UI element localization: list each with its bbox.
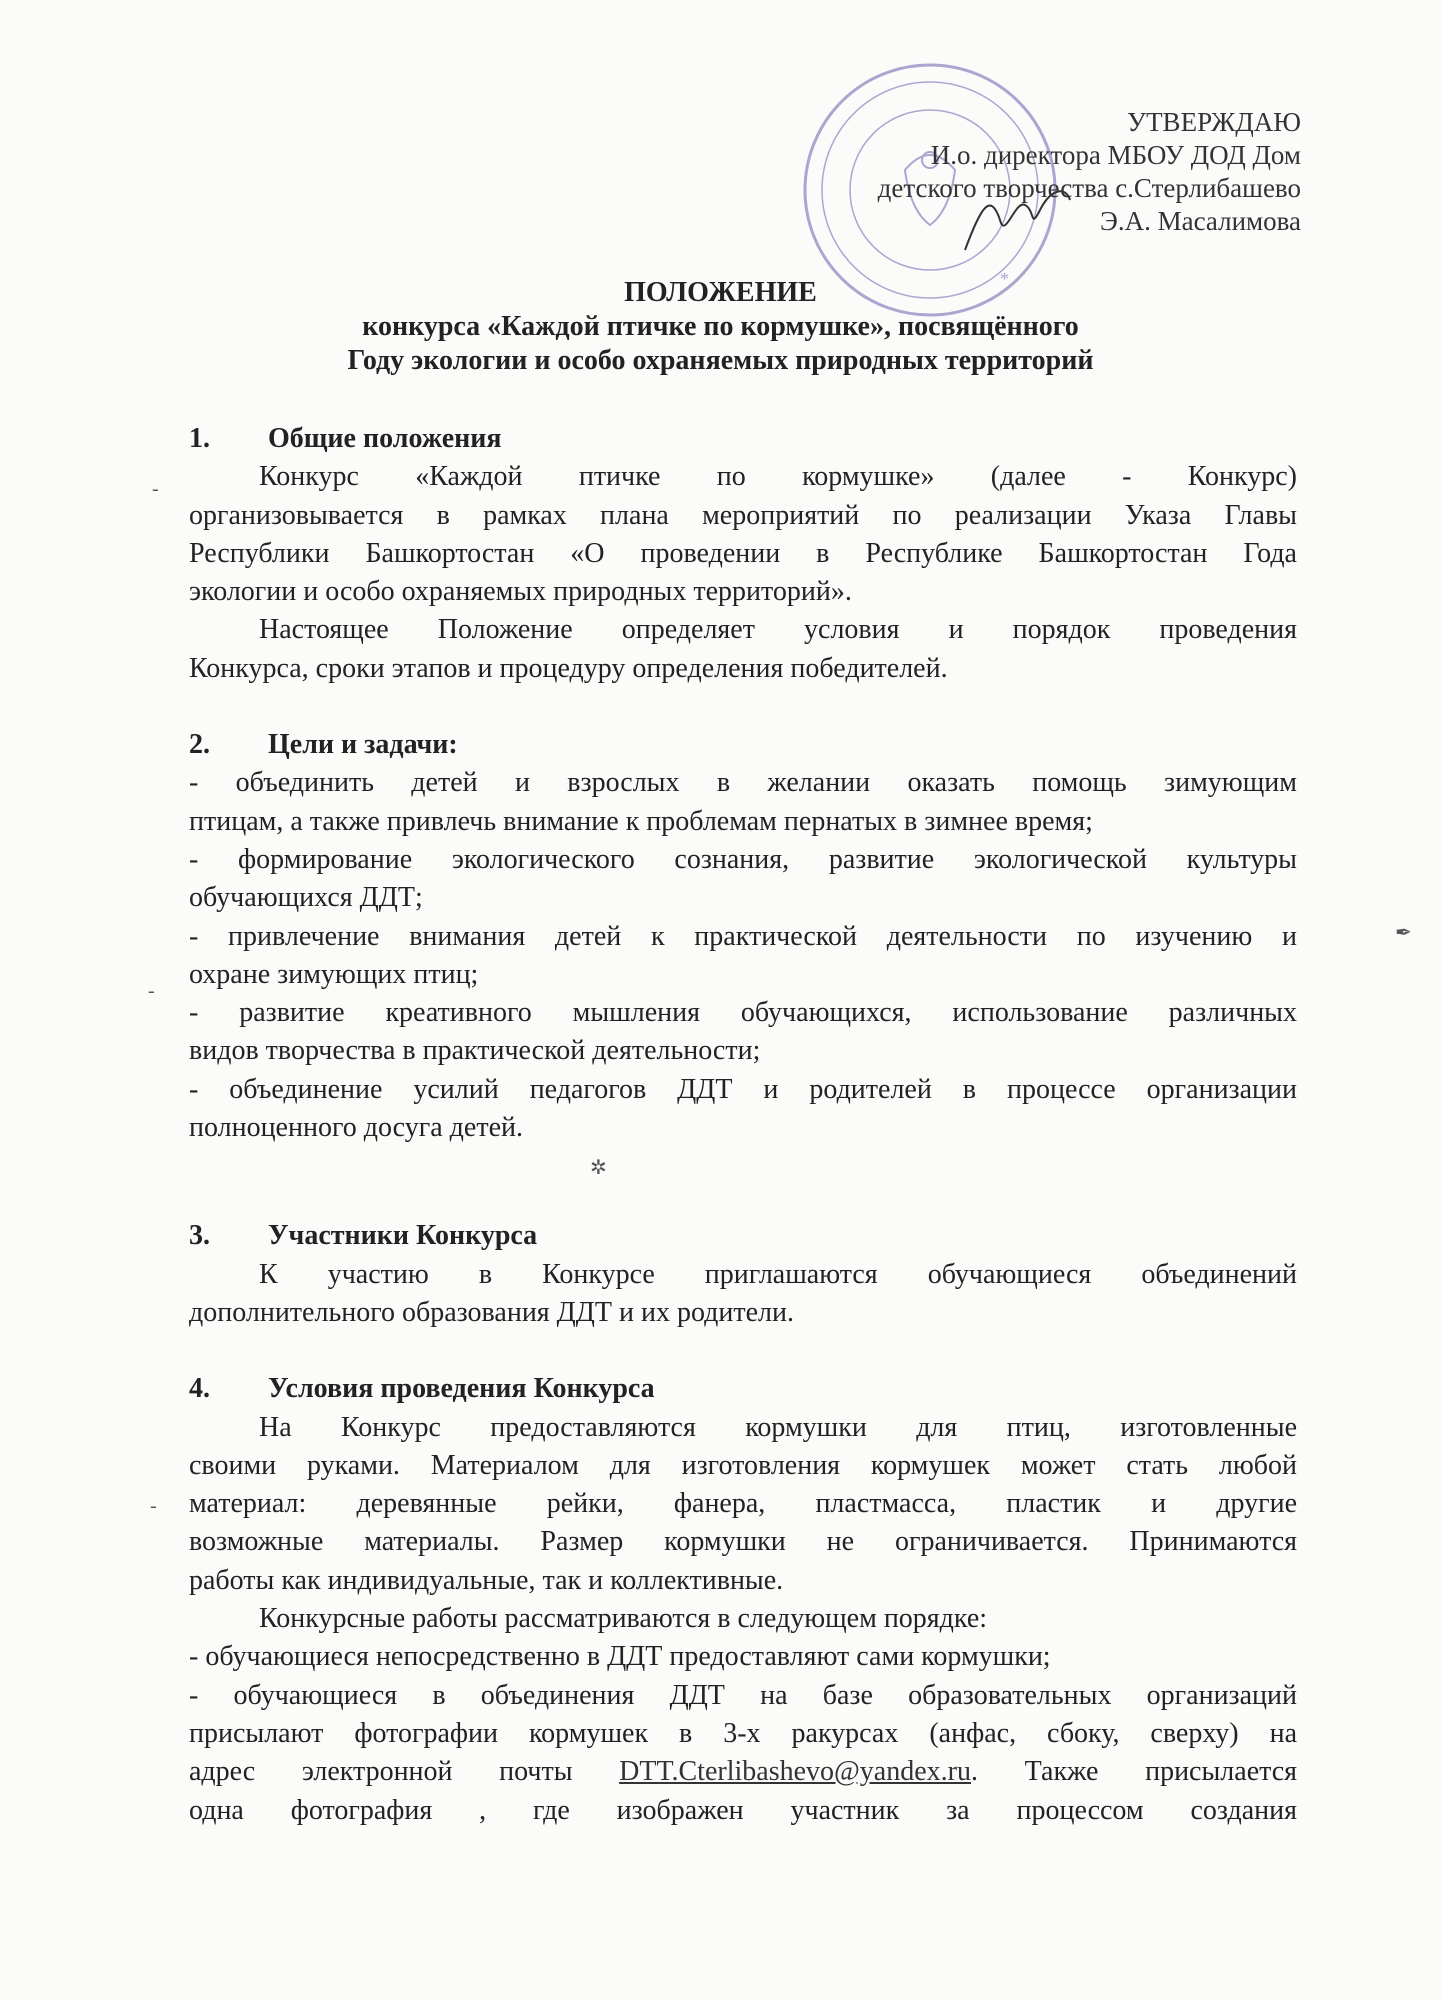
title-line: Году экологии и особо охраняемых природных территорий: [347, 345, 1094, 376]
text-line: - объединение усилий педагогов ДДТ и родителей в процессе организации: [189, 1073, 1297, 1105]
title-line: конкурса «Каждой птичке по кормушке», посвящённого: [362, 311, 1079, 342]
scan-mark: -: [148, 980, 155, 1002]
text-line-email: [189, 1753, 1297, 1791]
document-body: [189, 420, 1297, 1830]
text-line: дополнительного образования ДДТ и их родители.: [189, 1296, 794, 1328]
section-number: 4.: [189, 1373, 210, 1405]
approval-block: [878, 106, 1301, 238]
scan-mark: ✲: [590, 1157, 607, 1179]
section-heading: [189, 1217, 1297, 1255]
scan-mark: -: [150, 1495, 157, 1517]
section-title: Условия проведения Конкурса: [268, 1373, 655, 1405]
section-number: 1.: [189, 423, 210, 454]
text-line: одна фотография , где изображен участник за процессом создания: [189, 1794, 1297, 1826]
text-line: - обучающиеся непосредственно в ДДТ предоставляют сами кормушки;: [189, 1641, 1051, 1673]
document-title: [0, 276, 1441, 378]
scan-mark: ✒: [1395, 922, 1412, 944]
text-line: экологии и особо охраняемых природных территорий».: [189, 576, 852, 608]
text-line: Настоящее Положение определяет условия и порядок проведения: [259, 614, 1297, 646]
text-line: организовывается в рамках плана мероприятий по реализации Указа Главы: [189, 499, 1297, 531]
text-line: Конкурса, сроки этапов и процедуру определения победителей.: [189, 652, 948, 684]
text-line: Конкурсные работы рассматриваются в следующем порядке:: [259, 1603, 988, 1635]
scan-mark: -: [152, 478, 159, 500]
text-line: - объединить детей и взрослых в желании оказать помощь зимующим: [189, 767, 1297, 799]
text-line: На Конкурс предоставляются кормушки для птиц, изготовленные: [259, 1411, 1297, 1443]
section-title: Общие положения: [268, 423, 502, 454]
text-line: - формирование экологического сознания, развитие экологической культуры: [189, 843, 1297, 875]
section-heading: [189, 726, 1297, 764]
section-heading: [189, 420, 1297, 458]
text-line: К участию в Конкурсе приглашаются обучающиеся объединений: [259, 1258, 1297, 1290]
section-number: 3.: [189, 1220, 210, 1252]
section-title: Цели и задачи:: [268, 729, 458, 761]
text-line: полноценного досуга детей.: [189, 1112, 523, 1144]
text-line: присылают фотографии кормушек в 3-х ракурсах (анфас, сбоку, сверху) на: [189, 1717, 1297, 1749]
approval-organization: детского творчества с.Стерлибашево: [877, 173, 1301, 203]
text-line: обучающихся ДДТ;: [189, 882, 423, 914]
section-number: 2.: [189, 729, 210, 761]
section-title: Участники Конкурса: [268, 1220, 538, 1252]
text-line: работы как индивидуальные, так и коллективные.: [189, 1564, 784, 1596]
text-line: возможные материалы. Размер кормушки не ограничивается. Принимаются: [189, 1526, 1297, 1558]
text-fragment: . Также присылается: [971, 1756, 1297, 1788]
approval-heading: УТВЕРЖДАЮ: [1126, 107, 1301, 137]
text-line: своими руками. Материалом для изготовления кормушек может стать любой: [189, 1449, 1297, 1481]
text-line: Республики Башкортостан «О проведении в Республике Башкортостан Года: [189, 537, 1297, 569]
text-line: - обучающиеся в объединения ДДТ на базе образовательных организаций: [189, 1679, 1297, 1711]
email-link[interactable]: DTT.Cterlibashevo@yandex.ru: [619, 1756, 971, 1788]
approval-position: И.о. директора МБОУ ДОД Дом: [930, 140, 1301, 170]
svg-text:*: *: [1000, 269, 1009, 289]
text-line: материал: деревянные рейки, фанера, пластмасса, пластик и другие: [189, 1488, 1297, 1520]
title-line: ПОЛОЖЕНИЕ: [624, 277, 817, 308]
text-line: птицам, а также привлечь внимание к проблемам пернатых в зимнее время;: [189, 805, 1093, 837]
text-line: - привлечение внимания детей к практической деятельности по изучению и: [189, 920, 1297, 952]
text-fragment: адрес электронной почты: [189, 1756, 620, 1788]
text-line: охране зимующих птиц;: [189, 958, 479, 990]
text-line: Конкурс «Каждой птичке по кормушке» (далее - Конкурс): [259, 461, 1297, 493]
section-heading: [189, 1370, 1297, 1408]
approval-name: Э.А. Масалимова: [1100, 206, 1301, 236]
text-line: - развитие креативного мышления обучающихся, использование различных: [189, 997, 1297, 1029]
text-line: видов творчества в практической деятельности;: [189, 1035, 761, 1067]
